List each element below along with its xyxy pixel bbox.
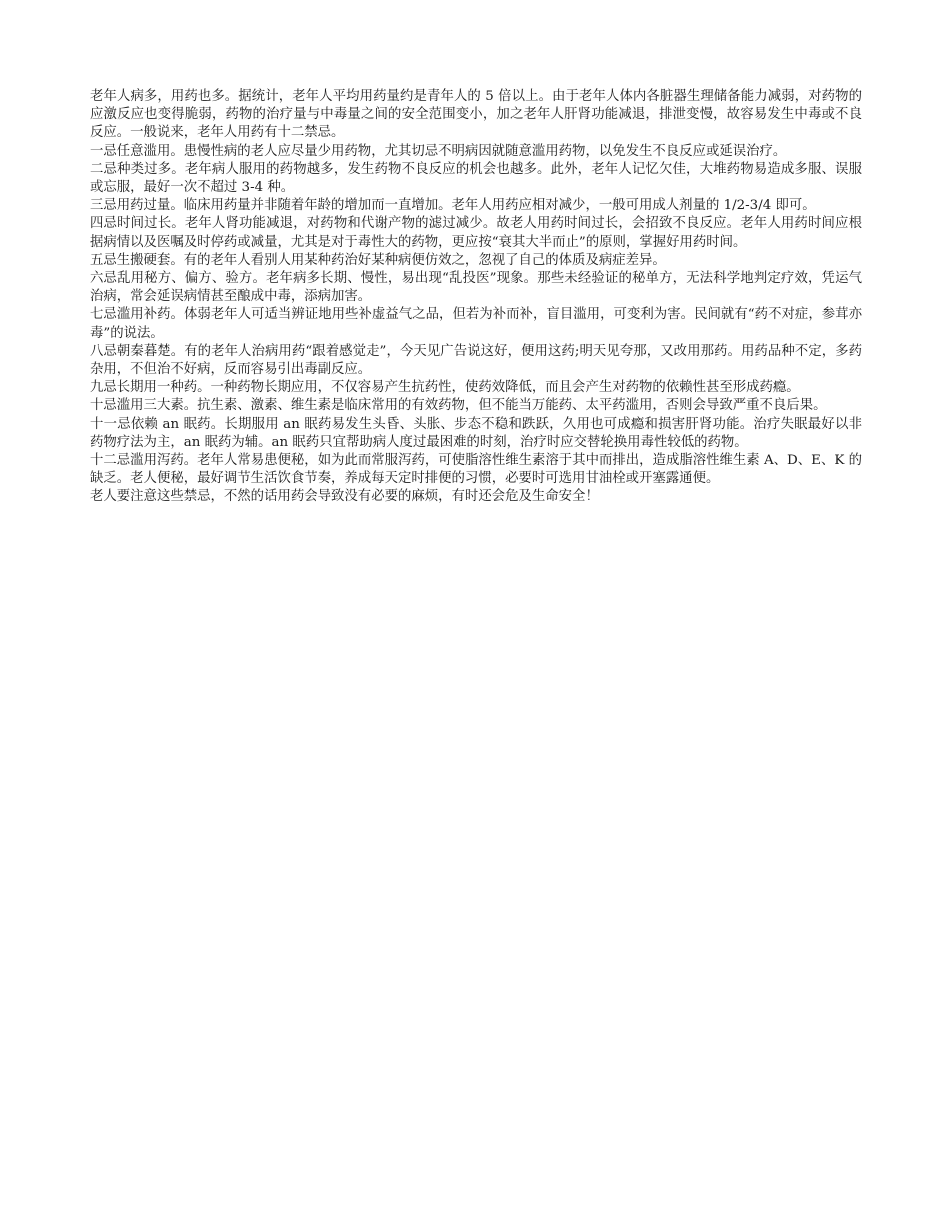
taboo-8-paragraph: 八忌朝秦暮楚。有的老年人治病用药“跟着感觉走”，今天见广告说这好，便用这药;明天见夸那，又改用那药。用药品种不定，多药杂用，不但治不好病，反而容易引出毒副反应。	[90, 343, 862, 378]
taboo-3-paragraph: 三忌用药过量。临床用药量并非随着年龄的增加而一直增加。老年人用药应相对减少，一般可用成人剂量的 1/2-3/4 即可。	[90, 198, 816, 214]
taboo-6-paragraph: 六忌乱用秘方、偏方、验方。老年病多长期、慢性，易出现“乱投医”现象。那些未经验证的秘单方，无法科学地判定疗效，凭运气治病，常会延误病情甚至酿成中毒，添病加害。	[90, 271, 862, 305]
closing-paragraph: 老人要注意这些禁忌，不然的话用药会导致没有必要的麻烦，有时还会危及生命安全！	[90, 489, 599, 505]
taboo-11-paragraph: 十一忌依赖 an 眠药。长期服用 an 眠药易发生头昏、头胀、步态不稳和跌跃，久用也可成瘾和损害肝肾功能。治疗失眠最好以非药物疗法为主，an 眠药为辅。an 眠药只宜帮助病人度过最困难的时刻，治疗时应交替轮换用毒性较低的药物。	[90, 416, 862, 450]
taboo-4-paragraph: 四忌时间过长。老年人肾功能减退，对药物和代谢产物的滤过减少。故老人用药时间过长，会招致不良反应。老年人用药时间应根据病情以及医嘱及时停药或减量，尤其是对于毒性大的药物，更应按“衰其大半而止”的原则，掌握好用药时间。	[90, 216, 862, 250]
taboo-5-paragraph: 五忌生搬硬套。有的老年人看别人用某种药治好某种病便仿效之，忽视了自己的体质及病症差异。	[90, 252, 666, 268]
taboo-7-paragraph: 七忌滥用补药。体弱老年人可适当辨证地用些补虚益气之品，但若为补而补，盲目滥用，可变利为害。民间就有“药不对症，参茸亦毒”的说法。	[90, 307, 862, 341]
intro-paragraph: 老年人病多，用药也多。据统计，老年人平均用药量约是青年人的 5 倍以上。由于老年人体内各脏器生理储备能力减弱，对药物的应激反应也变得脆弱，药物的治疗量与中毒量之间的安全范围变小，加之老年人肝肾功能减退，排泄变慢，故容易发生中毒或不良反应。一般说来，老年人用药有十二禁忌。	[90, 89, 862, 141]
taboo-1-paragraph: 一忌任意滥用。患慢性病的老人应尽量少用药物，尤其切忌不明病因就随意滥用药物，以免发生不良反应或延误治疗。	[90, 143, 787, 159]
document-body	[90, 88, 862, 507]
taboo-2-paragraph: 二忌种类过多。老年病人服用的药物越多，发生药物不良反应的机会也越多。此外，老年人记忆欠佳，大堆药物易造成多服、误服或忘服，最好一次不超过 3-4 种。	[90, 161, 862, 196]
taboo-10-paragraph: 十忌滥用三大素。抗生素、激素、维生素是临床常用的有效药物，但不能当万能药、太平药滥用，否则会导致严重不良后果。	[90, 398, 827, 414]
taboo-9-paragraph: 九忌长期用一种药。一种药物长期应用，不仅容易产生抗药性，使药效降低，而且会产生对药物的依赖性甚至形成药瘾。	[90, 380, 800, 396]
taboo-12-paragraph: 十二忌滥用泻药。老年人常易患便秘，如为此而常服泻药，可使脂溶性维生素溶于其中而排出，造成脂溶性维生素 A、D、E、K 的缺乏。老人便秘，最好调节生活饮食节奏，养成每天定时排便的习惯，必要时可选用甘油栓或开塞露通便。	[90, 453, 862, 487]
